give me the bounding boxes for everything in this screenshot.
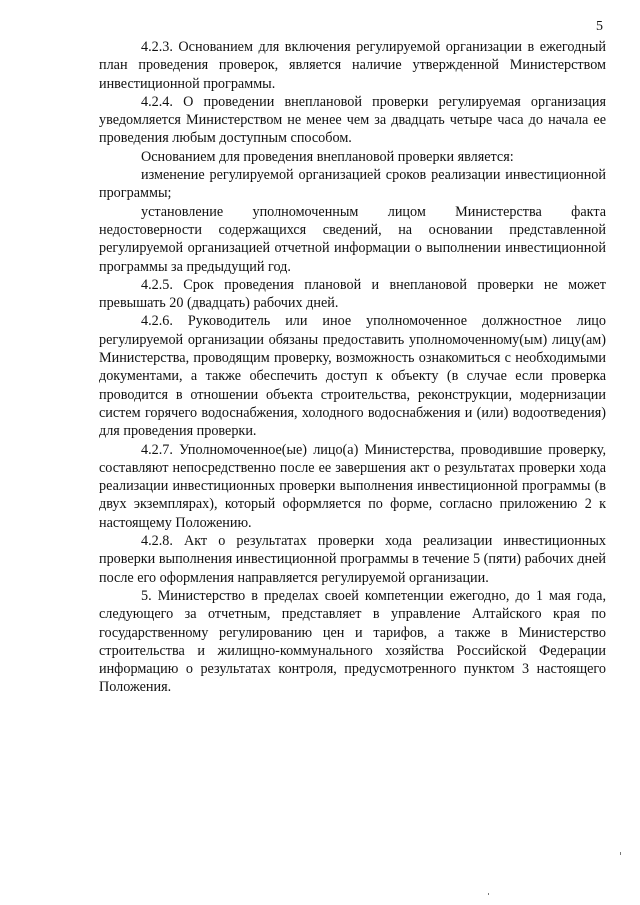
paragraph-basis-false-data: установление уполномоченным лицом Министерства факта недостоверности содержащихся сведений, на основании представленной регулируемой организацией отчетной информации о выполнении инвестиционной программы за предыдущий год. (99, 203, 606, 275)
paragraph-4-2-4: 4.2.4. О проведении внеплановой проверки регулируемая организация уведомляется Министерством не менее чем за двадцать четыре часа до начала ее проведения любым доступным способом. (99, 93, 606, 147)
paragraph-4-2-5: 4.2.5. Срок проведения плановой и внеплановой проверки не может превышать 20 (двадцать) рабочих дней. (99, 276, 606, 312)
paragraph-basis-schedule-change: изменение регулируемой организацией сроков реализации инвестиционной программы; (99, 167, 606, 202)
paragraph-4-2-7: 4.2.7. Уполномоченное(ые) лицо(а) Министерства, проводившие проверку, составляют непосредственно после ее завершения акт о результатах проверки хода реализации инвестиционных проверки выполнения инвестиционной программы (в двух экземплярах), который оформляется по форме, согласно приложению 2 к настоящему Положению. (99, 441, 606, 531)
paragraph-4-2-8: 4.2.8. Акт о результатах проверки хода реализации инвестиционных проверки выполнения инвестиционной программы в течение 5 (пяти) рабочих дней после его оформления направляется регулируемой организации. (99, 533, 606, 586)
document-body (99, 38, 606, 697)
paragraph-4-2-3: 4.2.3. Основанием для включения регулируемой организации в ежегодный план проведения проверок, является наличие утвержденной Министерством инвестиционной программы. (99, 39, 606, 92)
paragraph-4-2-6: 4.2.6. Руководитель или иное уполномоченное должностное лицо регулируемой организации обязаны предоставить уполномоченному(ым) лицу(ам) Министерства, проводящим проверку, возможность ознакомиться с необходимыми документами, а также обеспечить доступ к объекту (в случае если проверка проводится в отношении объекта строительства, реконструкции, модернизации систем горячего водоснабжения, холодного водоснабжения и (или) водоотведения) для проведения проверки. (99, 313, 606, 440)
paragraph-unscheduled-basis-intro: Основанием для проведения внеплановой проверки является: (141, 148, 514, 165)
page-number: 5 (596, 19, 603, 34)
paragraph-5: 5. Министерство в пределах своей компетенции ежегодно, до 1 мая года, следующего за отчетным, представляет в управление Алтайского края по государственному регулированию цен и тарифов, а также в Министерство строительства и жилищно-коммунального хозяйства Российской Федерации информацию о результатах контроля, предусмотренного пунктом 3 настоящего Положения. (99, 587, 606, 696)
